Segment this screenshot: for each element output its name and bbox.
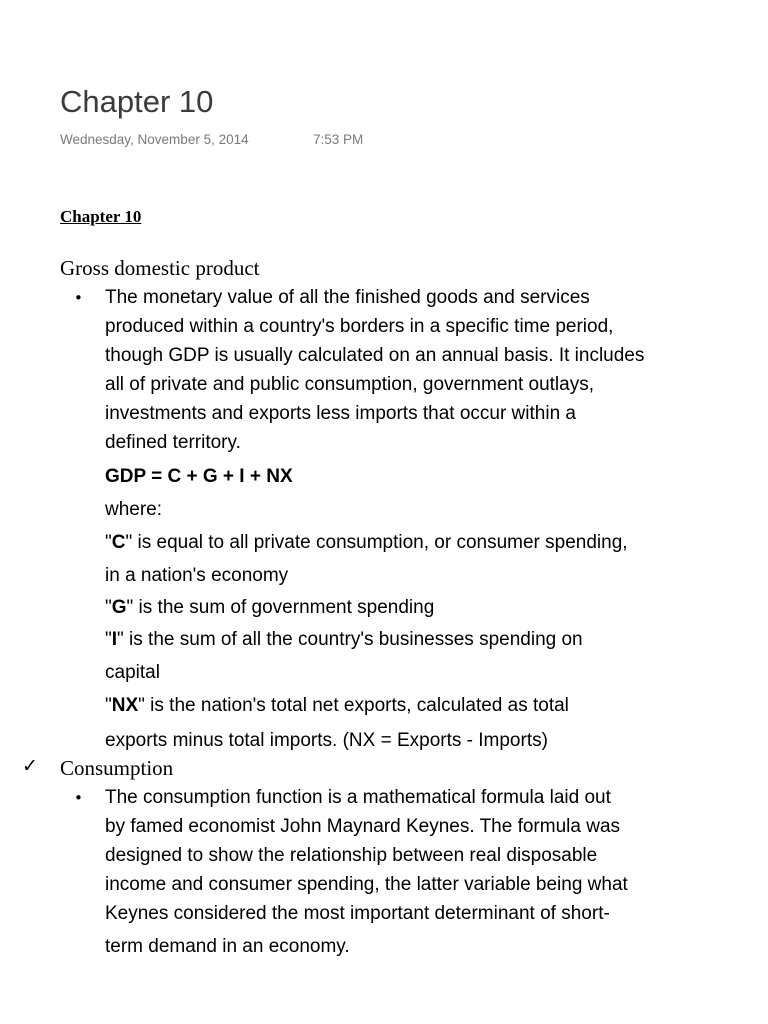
chapter-heading: Chapter 10 <box>60 207 142 226</box>
gdp-definition-line: The monetary value of all the finished goods and services <box>105 287 590 308</box>
section-title-consumption: Consumption <box>60 756 174 780</box>
consumption-definition-line: income and consumer spending, the latter variable being what <box>105 874 628 895</box>
checkmark-icon: ✓ <box>22 755 38 777</box>
consumption-definition-line: by famed economist John Maynard Keynes. The formula was <box>105 816 621 837</box>
section-title-gdp: Gross domestic product <box>60 256 260 280</box>
term-nx-definition: "NX" is the nation's total net exports, calculated as total <box>105 695 569 716</box>
term-nx-definition-cont: exports minus total imports. (NX = Exports - Imports) <box>105 730 548 751</box>
note-time: 7:53 PM <box>313 132 364 147</box>
gdp-definition-line: produced within a country's borders in a specific time period, <box>105 316 614 337</box>
consumption-definition-line: The consumption function is a mathematical formula laid out <box>105 787 611 808</box>
gdp-definition-line: though GDP is usually calculated on an annual basis. It includes <box>105 345 645 366</box>
clipped-line <box>105 936 350 957</box>
bullet-icon: • <box>74 789 83 807</box>
term-g-definition: "G" is the sum of government spending <box>105 597 435 618</box>
gdp-formula: GDP = C + G + I + NX <box>105 466 293 487</box>
gdp-definition-line: defined territory. <box>105 432 241 453</box>
gdp-definition-line: all of private and public consumption, government outlays, <box>105 374 594 395</box>
consumption-definition-line: term demand in an economy. <box>105 936 350 957</box>
term-i-definition: "I" is the sum of all the country's businesses spending on <box>105 629 583 650</box>
consumption-definition-line: designed to show the relationship between real disposable <box>105 845 598 866</box>
where-label: where: <box>105 499 163 520</box>
bullet-icon: • <box>74 289 83 307</box>
term-c-definition-cont: in a nation's economy <box>105 565 289 586</box>
term-i-definition-cont: capital <box>105 662 160 683</box>
term-c-definition: "C" is equal to all private consumption, or consumer spending, <box>105 532 628 553</box>
page-title: Chapter 10 <box>60 84 214 119</box>
consumption-definition-line: Keynes considered the most important determinant of short- <box>105 903 610 924</box>
note-date: Wednesday, November 5, 2014 <box>60 132 249 147</box>
gdp-definition-line: investments and exports less imports that occur within a <box>105 403 576 424</box>
